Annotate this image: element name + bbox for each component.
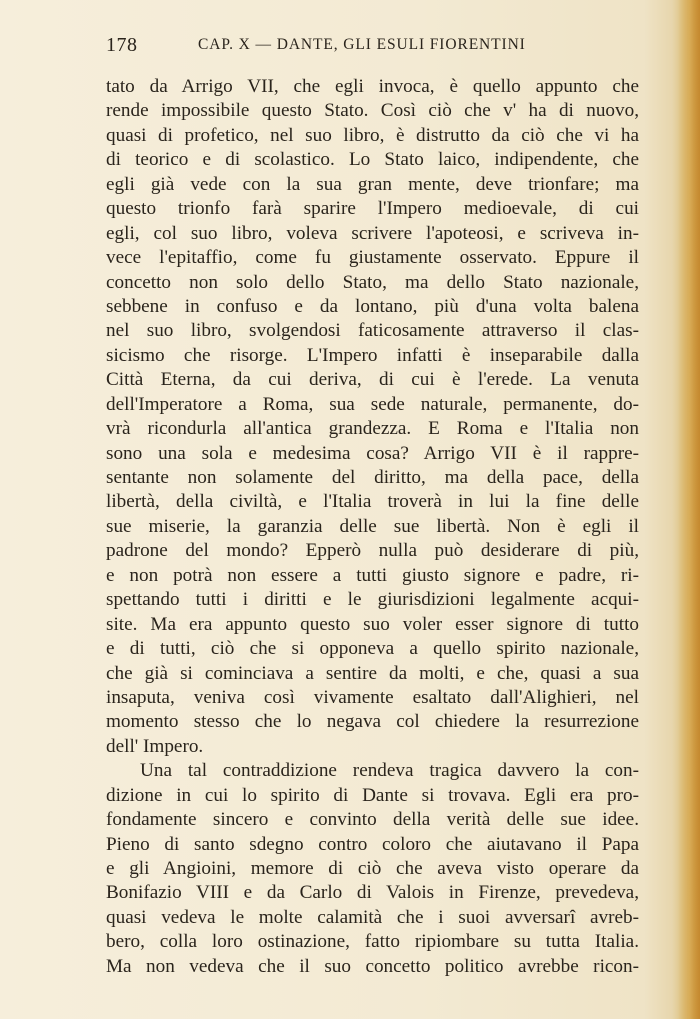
text-line: dizione in cui lo spirito di Dante si trovava. Egli era pro- [106,784,639,806]
text-line: vrà ricondurla all'antica grandezza. E Roma e l'Italia non [106,418,639,440]
text-line: egli, col suo libro, voleva scrivere l'apoteosi, e scriveva in- [106,222,639,244]
text-line: concetto non solo dello Stato, ma dello Stato nazionale, [106,271,639,293]
text-line: sono una sola e medesima cosa? Arrigo VII è il rappre- [106,442,639,464]
text-line: e gli Angioini, memore di ciò che aveva visto operare da [106,858,639,879]
text-line: rende impossibile questo Stato. Così ciò che v' ha di nuovo, [106,100,639,122]
text-line: egli già vede con la sua gran mente, deve trionfare; ma [106,173,639,195]
text-line: Città Eterna, da cui deriva, di cui è l'erede. La venuta [106,369,639,391]
running-head: CAP. X — DANTE, GLI ESULI FIORENTINI [198,36,526,53]
text-line: Bonifazio VIII e da Carlo di Valois in Firenze, prevedeva, [106,882,639,904]
paragraph [106,75,639,759]
text-line: Ma non vedeva che il suo concetto politico avrebbe ricon- [106,955,639,977]
text-line: sue miserie, la garanzia delle sue libertà. Non è egli il [106,515,639,537]
text-line: sicismo che risorge. L'Impero infatti è inseparabile dalla [106,344,639,366]
page-number: 178 [106,34,138,56]
text-line: spettando tutti i diritti e le giurisdizioni legalmente acqui- [106,589,639,611]
text-line: site. Ma era appunto questo suo voler esser signore di tutto [106,613,639,635]
text-line: libertà, della civiltà, e l'Italia troverà in lui la fine delle [106,491,639,513]
body-text [106,75,639,979]
text-line: dell' Impero. [106,735,204,757]
text-line: di teorico e di scolastico. Lo Stato laico, indipendente, che [106,149,639,171]
text-line: momento stesso che lo negava col chiedere la resurrezione [106,711,639,733]
text-line: Una tal contraddizione rendeva tragica davvero la con- [140,760,639,782]
text-line: nel suo libro, svolgendosi faticosamente attraverso il clas- [106,320,639,342]
text-line: e non potrà non essere a tutti giusto signore e padre, ri- [106,564,639,586]
text-line: padrone del mondo? Epperò nulla può desiderare di più, [106,540,639,562]
text-line: sentante non solamente del diritto, ma della pace, della [106,467,639,488]
text-line: quasi di profetico, nel suo libro, è distrutto da ciò che vi ha [106,124,639,146]
text-line: fondamente sincero e convinto della verità delle sue idee. [106,809,639,831]
page-edge-shadow [678,0,700,1019]
text-line: tato da Arrigo VII, che egli invoca, è quello appunto che [106,76,639,97]
paragraph [106,759,639,979]
text-line: questo trionfo farà sparire l'Impero medioevale, di cui [106,198,639,220]
text-line: e di tutti, ciò che si opponeva a quello spirito nazionale, [106,638,639,660]
text-line: dell'Imperatore a Roma, sua sede naturale, permanente, do- [106,393,639,415]
text-line: insaputa, veniva così vivamente esaltato dall'Alighieri, nel [106,686,639,708]
text-line: bero, colla loro ostinazione, fatto ripiombare su tutta Italia. [106,931,639,953]
text-line: sebbene in confuso e da lontano, più d'una volta balena [106,295,639,317]
page-header [106,34,642,62]
text-line: vece l'epitaffio, come fu giustamente osservato. Eppure il [106,247,639,269]
text-line: che già si cominciava a sentire da molti, e che, quasi a sua [106,662,639,684]
text-line: Pieno di santo sdegno contro coloro che aiutavano il Papa [106,833,639,855]
text-line: quasi vedeva le molte calamità che i suoi avversarî avreb- [106,906,639,928]
